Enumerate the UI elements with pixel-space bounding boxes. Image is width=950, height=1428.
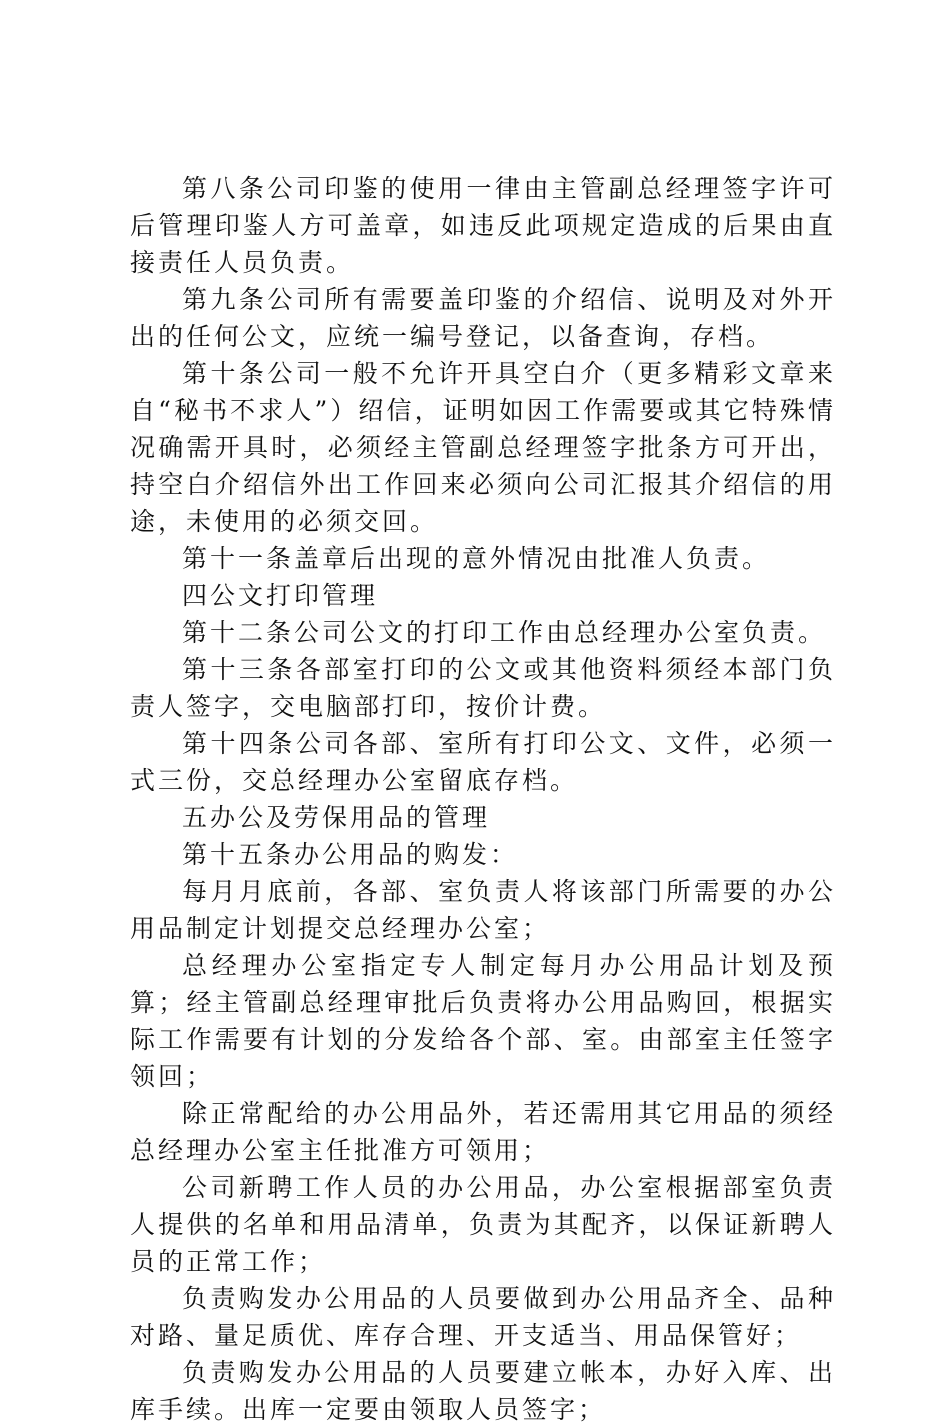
paragraph-article-11: 第十一条盖章后出现的意外情况由批准人负责。 [182, 544, 771, 573]
section-heading-document-printing: 四公文打印管理 [182, 581, 379, 610]
paragraph-article-8: 第八条公司印鉴的使用一律由主管副总经理签字许可后管理印鉴人方可盖章，如违反此项规定造成的后果由直接责任人员负责。 [130, 174, 836, 277]
section-heading-office-supplies: 五办公及劳保用品的管理 [182, 803, 491, 832]
paragraph-procurement-standards: 负责购发办公用品的人员要做到办公用品齐全、品种对路、量足质优、库存合理、开支适当、用品保管好； [130, 1284, 836, 1350]
paragraph-article-14: 第十四条公司各部、室所有打印公文、文件，必须一式三份，交总经理办公室留底存档。 [130, 729, 836, 795]
paragraph-article-10: 第十条公司一般不允许开具空白介（更多精彩文章来自“秘书不求人”）绍信，证明如因工作需要或其它特殊情况确需开具时，必须经主管副总经理签字批条方可开出，持空白介绍信外出工作回来必须向公司汇报其介绍信的用途，未使用的必须交回。 [130, 359, 836, 536]
paragraph-article-9: 第九条公司所有需要盖印鉴的介绍信、说明及对外开出的任何公文，应统一编号登记，以备查询，存档。 [130, 285, 836, 351]
paragraph-article-15: 第十五条办公用品的购发： [182, 840, 519, 869]
paragraph-extra-supplies: 除正常配给的办公用品外，若还需用其它用品的须经总经理办公室主任批准方可领用； [130, 1099, 836, 1165]
paragraph-article-13: 第十三条各部室打印的公文或其他资料须经本部门负责人签字，交电脑部打印，按价计费。 [130, 655, 836, 721]
paragraph-inventory-ledger: 负责购发办公用品的人员要建立帐本，办好入库、出库手续。出库一定要由领取人员签字； [130, 1358, 836, 1424]
paragraph-article-12: 第十二条公司公文的打印工作由总经理办公室负责。 [182, 618, 827, 647]
paragraph-monthly-plan: 每月月底前，各部、室负责人将该部门所需要的办公用品制定计划提交总经理办公室； [130, 877, 836, 943]
paragraph-budget-approval: 总经理办公室指定专人制定每月办公用品计划及预算；经主管副总经理审批后负责将办公用品购回，根据实际工作需要有计划的分发给各个部、室。由部室主任签字领回； [130, 951, 836, 1091]
paragraph-new-hires: 公司新聘工作人员的办公用品，办公室根据部室负责人提供的名单和用品清单，负责为其配齐，以保证新聘人员的正常工作； [130, 1173, 836, 1276]
document-body [130, 170, 836, 1428]
